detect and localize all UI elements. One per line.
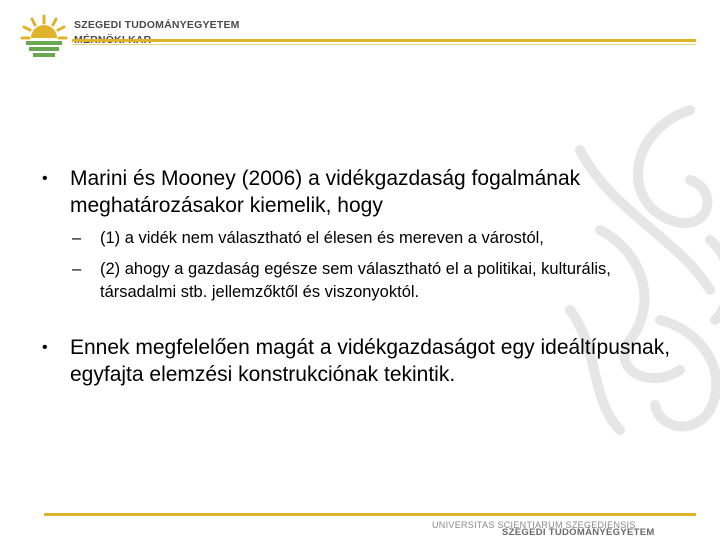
sub-bullet-2 [72,258,682,304]
slide-content [42,165,682,388]
footer-rule [44,513,696,516]
bullet-marker: • [42,170,48,187]
university-sun-logo-icon [20,14,68,62]
sub-bullet-1-text: (1) a vidék nem választható el élesen és mereven a várostól, [100,229,544,247]
sub-bullet-2-text: (2) ahogy a gazdaság egésze sem választható el a politikai, kulturális, társadalmi stb. jellemzőktől és viszonyoktól. [100,260,611,301]
header-rule-thin [72,44,696,45]
bullet-2-text: Ennek megfelelően magát a vidékgazdaságot egy ideáltípusnak, egyfajta elemzési konstrukciónak tekintik. [70,336,671,386]
dash-marker: – [72,229,82,247]
bullet-1 [42,165,682,219]
bullet-1-text: Marini és Mooney (2006) a vidékgazdaság fogalmának meghatározásakor kiemelik, hogy [70,167,581,217]
bullet-2 [42,334,682,388]
bullet-marker: • [42,339,48,356]
footer-latin-name: UNIVERSITAS SCIENTIARUM SZEGEDIENSIS [432,520,636,530]
footer-university-name: SZEGEDI TUDOMÁNYEGYETEM [502,527,655,538]
dash-marker: – [72,260,82,278]
header-rule [72,39,696,42]
sub-bullet-1 [72,227,682,250]
university-name: SZEGEDI TUDOMÁNYEGYETEM [74,19,240,31]
